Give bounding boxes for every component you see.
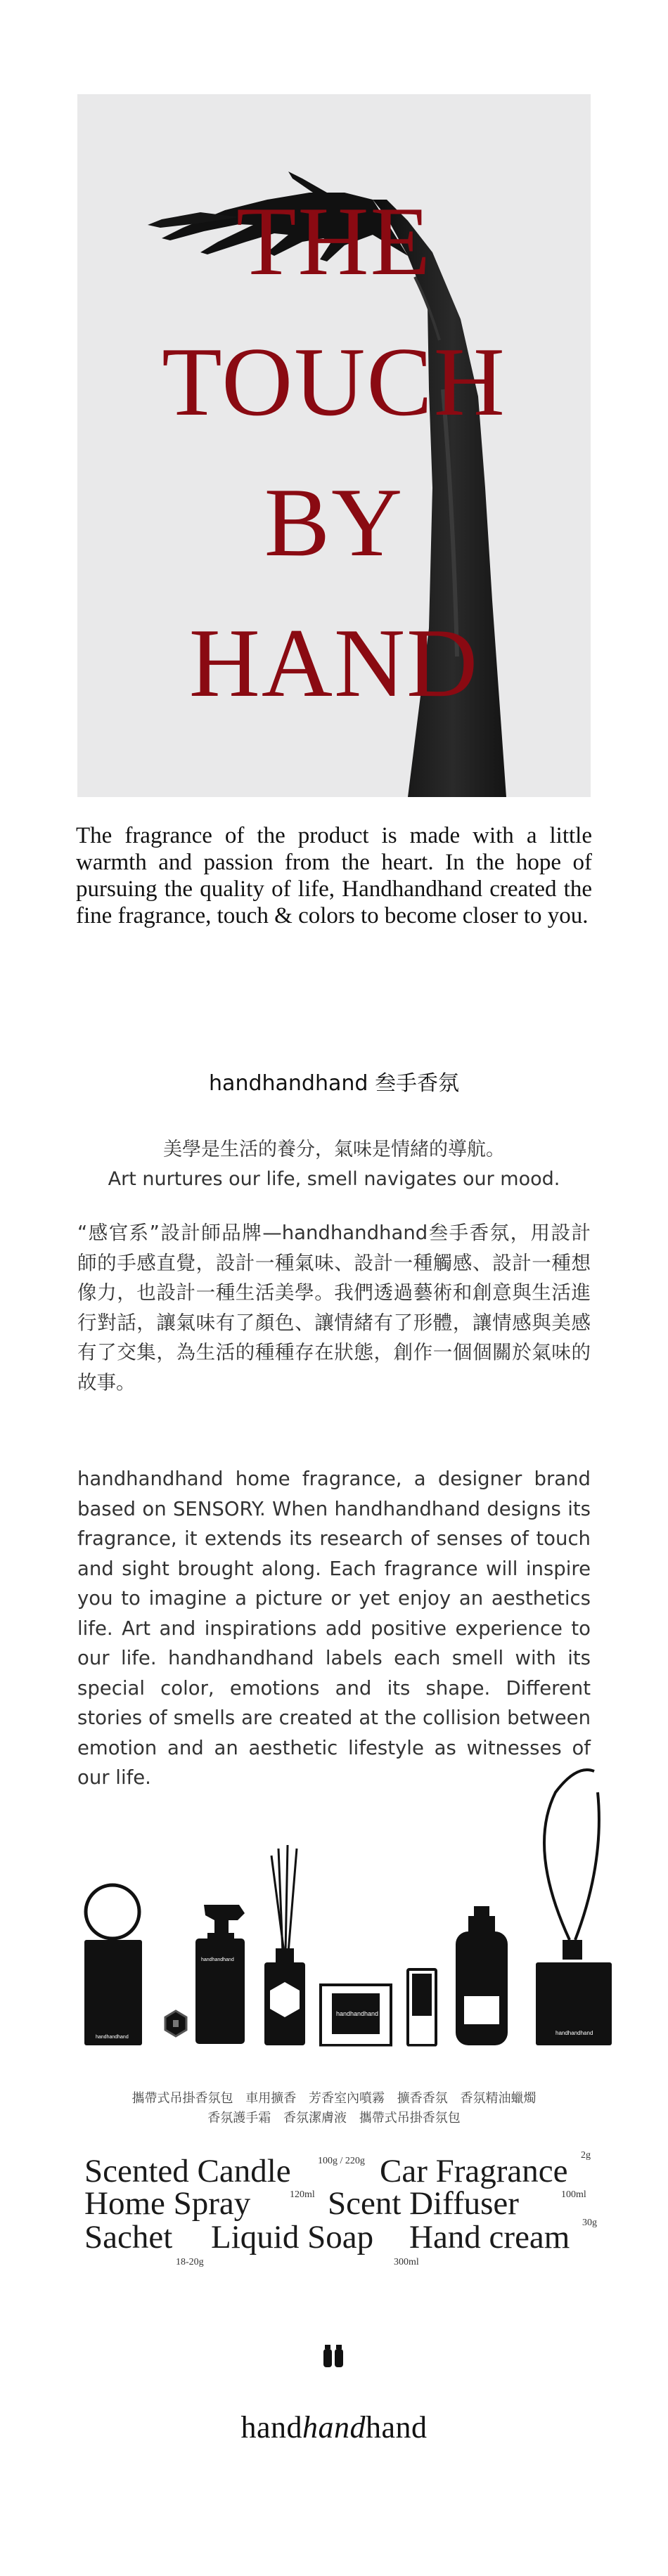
product-size-scent-diffuser: 100ml [561,2189,586,2200]
caption-item: 香氛潔膚液 [283,2111,347,2125]
product-names [77,2150,598,2295]
spray-label: handhandhand [201,1957,234,1962]
caption-item: 攜帶式吊掛香氛包 [359,2111,461,2125]
product-size-liquid-soap: 300ml [394,2257,419,2267]
product-name-liquid-soap: Liquid Soap [211,2219,374,2255]
product-name-car-fragrance: Car Fragrance [380,2153,568,2189]
motto-en: Art nurtures our life, smell navigates our mood. [108,1168,560,1190]
brand-heading: handhandhand 叁手香氛 [209,1071,459,1096]
product-size-scented-candle: 100g / 220g [318,2156,365,2166]
hero-banner [77,94,591,797]
hero-title-line: TOUCH [162,328,506,436]
logo-part: hand [240,2410,302,2445]
scent-diffuser-product [264,1845,305,2045]
two-bottles-icon [323,2343,345,2369]
caption-row [0,2089,668,2109]
hanging-sachet-product [536,1770,612,2045]
product-name-scent-diffuser: Scent Diffuser [328,2185,519,2222]
hero-title-line: BY [264,468,404,577]
caption-item: 香氛護手霜 [207,2111,271,2125]
product-name-scented-candle: Scented Candle [84,2153,291,2189]
product-size-hand-cream: 30g [582,2218,597,2228]
hand-cream-product [408,1969,436,2045]
product-lineup-illustration [70,1764,619,2130]
home-spray-product [195,1905,245,2044]
caption-item: 香氛精油蠟燭 [460,2091,537,2106]
sachet-label: handhandhand [96,2035,129,2040]
hero-title-line: HAND [188,609,480,718]
candle-label: handhandhand [336,2010,379,2017]
product-name-home-spray: Home Spray [84,2185,251,2222]
motto [0,1135,668,1194]
caption-item: 擴香香氛 [397,2091,448,2106]
caption-row [0,2109,668,2128]
motto-zh: 美學是生活的養分，氣味是情緒的導航。 [163,1139,505,1160]
product-size-car-fragrance: 2g [581,2150,591,2161]
hero-title [77,171,591,734]
brand-logo [0,2409,668,2445]
scented-candle-product [321,1985,391,2045]
product-size-sachet: 18-20g [176,2257,204,2267]
hero-title-line: THE [236,187,432,296]
logo-part-italic: hand [302,2410,366,2445]
pouch-label: handhandhand [555,2030,593,2036]
liquid-soap-product [456,1906,508,2045]
description-zh: “感官系”設計師品牌—handhandhand叁手香氛，用設計師的手感直覺，設計一種氣味、設計一種觸感、設計一種想像力，也設計一種生活美學。我們透過藝術和創意與生活進行對話，讓氣味有了顏色、讓情緒有了形體，讓情感與美感有了交集，為生活的種種存在狀態，創作一個個關於氣味的故事。 [77,1222,591,1394]
caption-item: 芳香室內噴霧 [309,2091,385,2106]
product-size-home-spray: 120ml [290,2189,315,2200]
product-name-hand-cream: Hand cream [409,2219,570,2255]
product-name-sachet: Sachet [84,2219,173,2255]
description-en: handhandhand home fragrance, a designer brand based on SENSORY. When handhandhand designs its fragrance, it extends its research of senses of touch and sight brought along. Each fragrance will inspire you to imagine a picture or yet enjoy an aesthetics life. Art and inspirations add positive experience to our life. handhandhand labels each smell with its special color, emotions and its shape. Different stories of smells are created at the collision between emotion and an aesthetic lifestyle as witnesses of our life. [77,1468,591,1789]
caption-item: 攜帶式吊掛香氛包 [131,2091,233,2106]
intro-paragraph: The fragrance of the product is made with a little warmth and passion from the heart. In the hope of pursuing the quality of life, Handhandhand created the fine fragrance, touch & colors to become closer to you. [76,823,592,928]
car-fragrance-product [165,2011,186,2036]
sachet-product [84,1885,142,2045]
product-captions [0,2089,668,2128]
logo-part: hand [366,2410,428,2445]
caption-item: 車用擴香 [245,2091,297,2106]
